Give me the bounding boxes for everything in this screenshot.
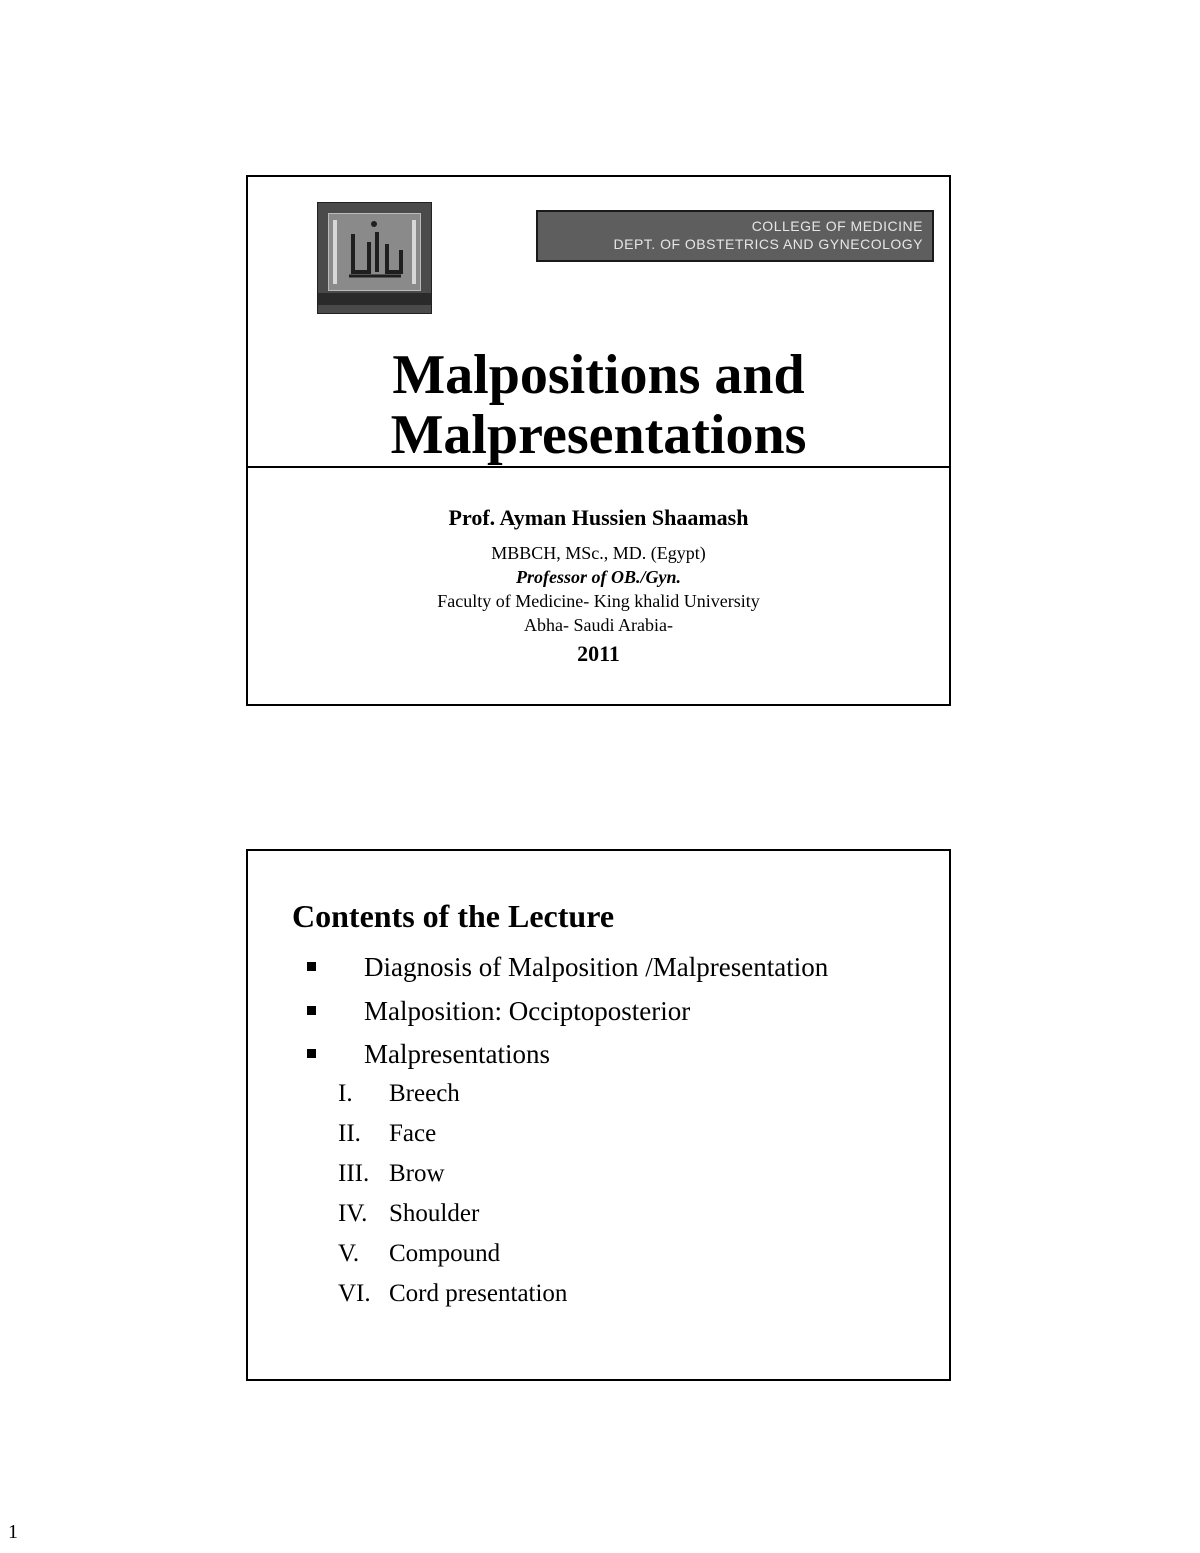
title-slide bbox=[246, 175, 951, 706]
college-header-banner bbox=[536, 210, 934, 262]
author-name: Prof. Ayman Hussien Shaamash bbox=[448, 505, 749, 530]
list-numeral: II. bbox=[338, 1120, 361, 1147]
contents-slide: Contents of the Lecture Diagnosis of Malposition /Malpresentation Malposition: Occiptoposterior Malpresentations I. Breech II. Face III. Brow IV. Shoulder V. Compound VI. Cord presentation bbox=[246, 849, 951, 1381]
university-logo-icon bbox=[317, 202, 432, 314]
list-label: Face bbox=[389, 1120, 437, 1147]
list-numeral: III. bbox=[338, 1160, 370, 1187]
list-label: Cord presentation bbox=[389, 1280, 568, 1307]
list-label: Compound bbox=[389, 1240, 501, 1267]
list-numeral: I. bbox=[338, 1080, 353, 1107]
title-line-1: Malpositions and bbox=[392, 344, 805, 406]
author-faculty: Faculty of Medicine- King khalid University bbox=[437, 591, 760, 611]
list-label: Shoulder bbox=[389, 1200, 480, 1227]
title-line-2: Malpresentations bbox=[390, 404, 807, 466]
square-bullet-icon bbox=[307, 1006, 316, 1015]
title-divider bbox=[248, 466, 949, 468]
college-name: COLLEGE OF MEDICINE bbox=[751, 218, 923, 234]
list-label: Breech bbox=[389, 1080, 460, 1107]
presentation-title bbox=[248, 345, 949, 465]
author-role: Professor of OB./Gyn. bbox=[516, 567, 681, 587]
author-degrees: MBBCH, MSc., MD. (Egypt) bbox=[491, 543, 706, 563]
list-numeral: V. bbox=[338, 1240, 360, 1267]
author-location: Abha- Saudi Arabia- bbox=[524, 615, 673, 635]
author-info bbox=[248, 503, 949, 669]
page-number: 1 bbox=[8, 1521, 18, 1543]
presentation-year: 2011 bbox=[577, 641, 620, 666]
square-bullet-icon bbox=[307, 1049, 316, 1058]
calligraphy-emblem-icon bbox=[329, 214, 420, 290]
department-name: DEPT. OF OBSTETRICS AND GYNECOLOGY bbox=[613, 236, 923, 252]
list-label: Brow bbox=[389, 1160, 445, 1187]
square-bullet-icon bbox=[307, 962, 316, 971]
contents-title: Contents of the Lecture bbox=[292, 898, 615, 934]
list-numeral: VI. bbox=[338, 1280, 371, 1307]
list-numeral: IV. bbox=[338, 1200, 368, 1227]
